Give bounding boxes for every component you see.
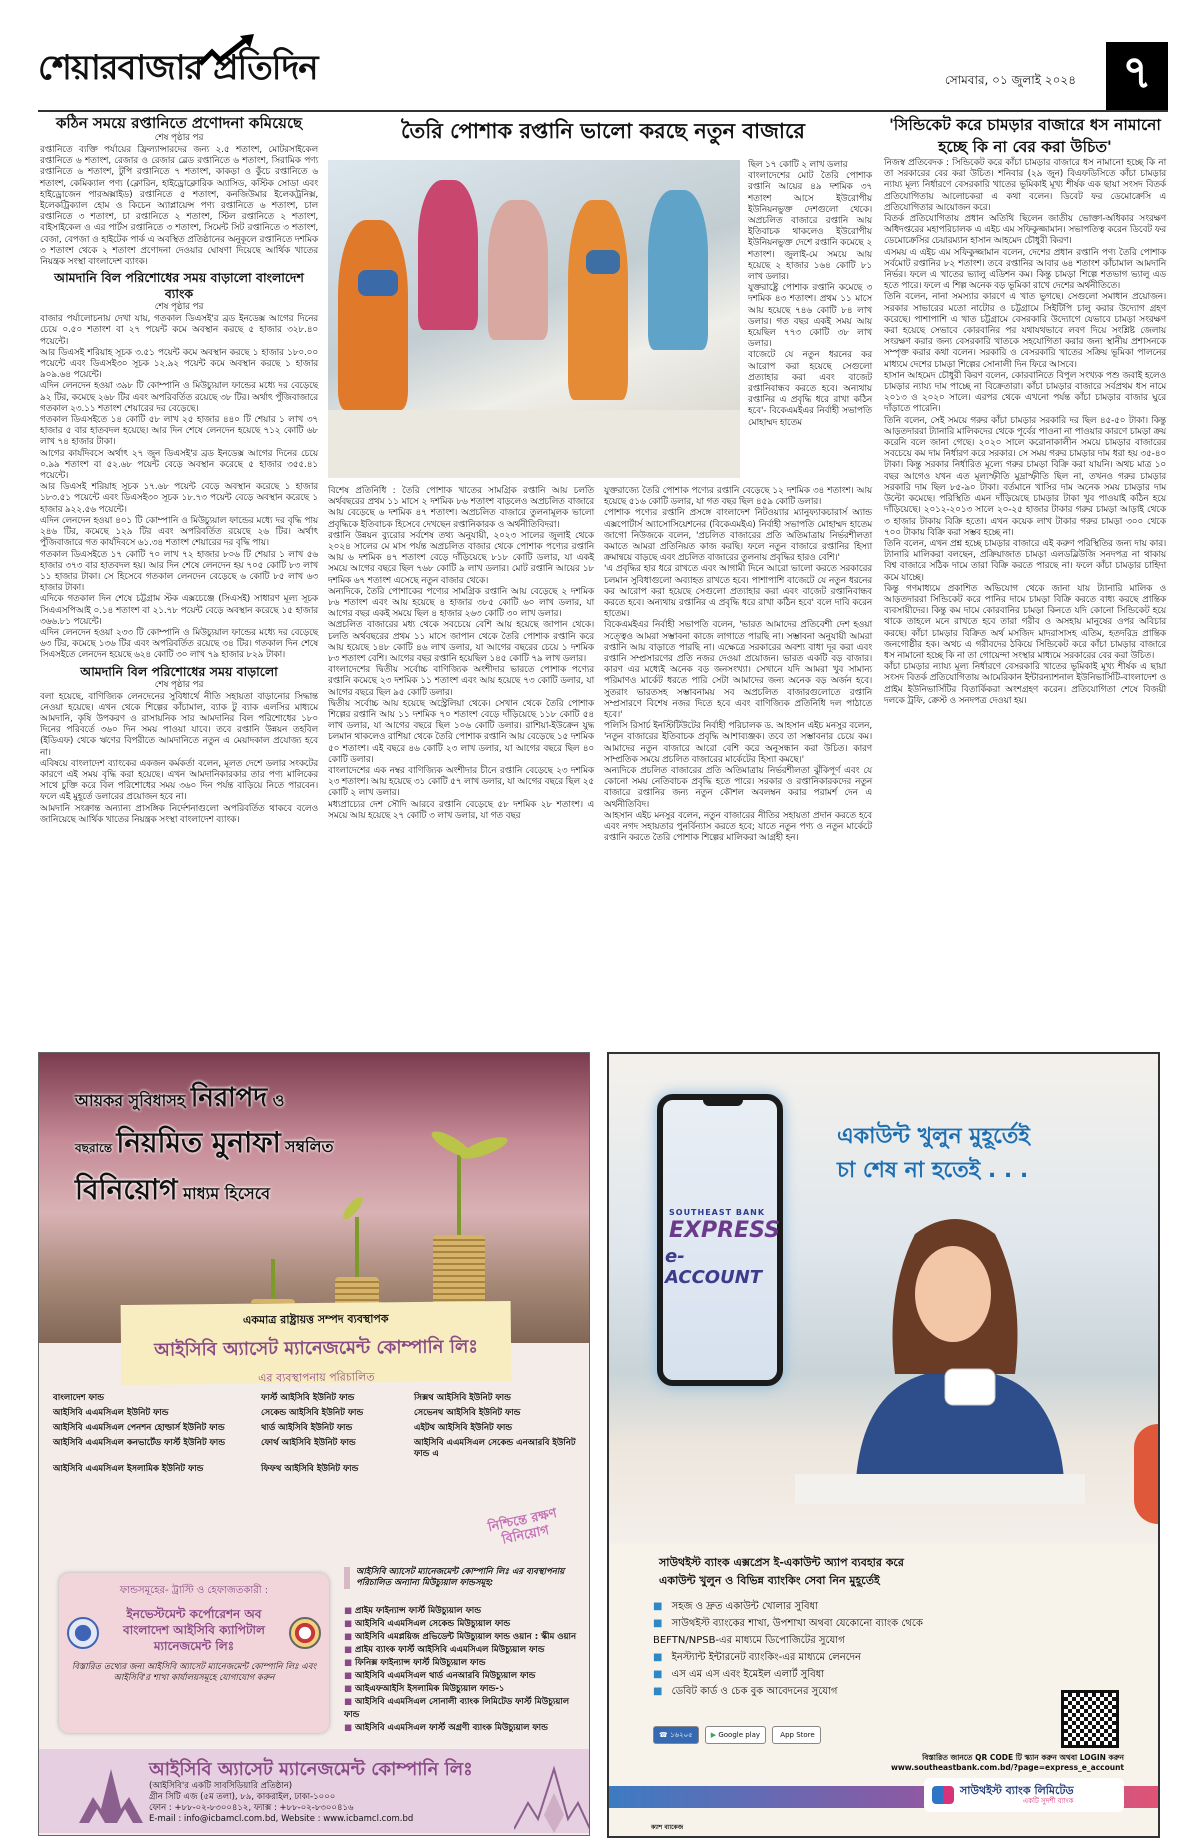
leaf-icon <box>458 1133 510 1163</box>
icb-headline <box>75 1077 334 1215</box>
body-paragraph: তিনি বলেন, সেই সময়ে গরুর কাঁচা চামড়ার সরকারি দর ছিল ৪৫-৫০ টাকা। কিন্তু আড়তদাররা ট্যানারি মালিকদের থেকে পূর্বের পাওনা না পাওয়ার কারণে চামড়া ক্রয় করেনি বলে জানা গেছে। ২০২০ সালে করোনাকালীন সময়ে চামড়ার বাজারের সবচেয়ে কম দাম নির্ধারণ করে সরকার। সে সময় গরুর চামড়ার দাম ধরা হয় ৩৫-৪০ টাকা। কিন্তু সরকার নির্ধারিত মূল্যে গরুর চামড়া বিক্রি করা যায়নি। অথচ মাত্র ১০ বছর আগেও যখন এত মূল্যস্ফীতি মুদ্রাস্ফীতি ছিল না, তখনও গরুর চামড়ার সরকারি দাম ছিল ৮৫-৯০ টাকা। বর্তমানে খাসির দাম অনেক সময় চামড়ার দাম উল্টো কমেছে। পরিস্থিতি এমন দাঁড়িয়েছে চামড়ার টাকা খুব পাওয়াই কঠিন হয়ে দাঁড়িয়েছে। ২০১২-২০১৩ সালে ২০-২৫ হাজার টাকার গরুর চামড়া আড়াই থেকে ৩ হাজার টাকায় বিক্রি হতো। এখন কয়েক লাখ টাকার গরুর চামড়া ৩০০ থেকে ৭০০ টাকায় বিক্রি করা সম্ভব হচ্ছে না। <box>884 415 1166 538</box>
icb-banner <box>121 1301 512 1385</box>
mutual-fund-item: ■ আইএফআইসি ইসলামিক মিউচ্যুয়াল ফান্ড-১ <box>344 1683 584 1696</box>
body-paragraph: তিনি বলেন, এখন প্রশ্ন হচ্ছে চামড়ার বাজারে এই করুণ পরিস্থিতির জন্য দায় কার। ট্যানারি মালিকরা বলছেন, প্রক্রিয়াজাত চামড়া এলডব্লিউজি সনদপত্র না থাকায় বিশ্ব বাজারে সঠিক দামে তারা বিক্রি করতে পারছে না। ফলে কাঁচা চামড়ার চাহিদা কমে যাচ্ছে। <box>884 538 1166 583</box>
article2-paragraph: আর ডিএসই শরিয়াহ সূচক ৩.৫১ পয়েন্ট কমে অবস্থান করছে ১ হাজার ১৮০.০০ পয়েন্টে এবং ডিএসই৩০ সূচক ১২.৯২ পয়েন্ট কমে অবস্থান করছে ১ হাজার ৯০৯.৬৪ পয়েন্টে। <box>40 347 318 381</box>
sb-feature-item: ■ সহজ ও দ্রুত একাউন্ট খোলার সুবিধা <box>653 1598 983 1615</box>
body-paragraph: বিতর্ক প্রতিযোগিতায় প্রধান অতিথি ছিলেন জাতীয় ভোক্তা-অধিকার সংরক্ষণ অধিদপ্তরের মহাপরিচালক এ এইচ এম সফিকুজ্জামান। সভাপতিত্ব করেন ডিবেট ফর ডেমোক্রেসির চেয়ারম্যান হাসান আহমেদ চৌধুরী কিরণ। <box>884 214 1166 247</box>
phone-mockup <box>657 1094 783 1386</box>
fund-item: আইসিবি এএমসিএল ইসলামিক ইউনিট ফান্ড <box>53 1464 204 1474</box>
headline-text: সম্বলিত <box>285 1137 334 1156</box>
body-paragraph: আহসান এইচ মনসুর বলেন, নতুন বাজারের নীতির সহায়তা প্রদান করতে হবে এবং নগদ সহায়তার পুনর্বিন্যাস করতে হবে; যাতে নতুন পণ্য ও নতুন মার্কেটে রপ্তানি করতে তৈরি পোশাক শিল্পের মালিকরা আগ্রহী হন। <box>604 810 872 844</box>
headline-text: ও <box>272 1091 285 1110</box>
trustee-names: ইনভেস্টমেন্ট কর্পোরেশন অব বাংলাদেশ আইসিবি ক্যাপিটাল ম্যানেজমেন্ট লিঃ <box>123 1607 265 1653</box>
qr-code[interactable] <box>1061 1690 1119 1748</box>
fund-item: থার্ড আইসিবি ইউনিট ফান্ড <box>261 1423 353 1433</box>
app-store-badge[interactable] <box>772 1726 821 1744</box>
bank-name: সাউথইস্ট ব্যাংক লিমিটেড <box>960 1784 1074 1797</box>
mountain-decoration-icon <box>514 1763 590 1833</box>
side-paragraph: যুক্তরাষ্ট্রে পোশাক রপ্তানি কমেছে ৩ দশমিক ৪৩ শতাংশ। প্রথম ১১ মাসে আয় হয়েছে ৭৪৬ কোটি ৮৪ লাখ ডলার। গত বছর একই সময় আয় হয়েছিল ৭৭৩ কোটি ৩৮ লাখ ডলার। <box>748 283 872 350</box>
article2-paragraph: এদিকে গতকাল দিন শেষে চট্টগ্রাম স্টক এক্সচেঞ্জে (সিএসই) সাধারণ মূল্য সূচক সিএএসপিআই ০.১৪ শতাংশ বা ২১.৭৮ পয়েন্ট বেড়ে অবস্থান করেছে ১৫ হাজার ৩৬৬.৮১ পয়েন্টে। <box>40 594 318 627</box>
body-paragraph: অপ্রচলিত বাজারের মধ্য থেকে সবচেয়ে বেশি আয় হয়েছে জাপান থেকে। চলতি অর্থবছরের প্রথম ১১ মাসে জাপান থেকে তৈরি পোশাক রপ্তানি করে আয় হয়েছে ১৪৮ কোটি ৪৬ লাখ ডলার, যা আগের বছরের চেয়ে ১ দশমিক ৮৩ শতাংশ বেশি। আগের বছর রপ্তানি হয়েছিল ১৪৫ কোটি ৭৯ লাখ ডলার। <box>328 620 594 665</box>
sb-hero-image <box>609 1054 1158 1544</box>
newspaper-logo: শেয়ারবাজার প্রতিদিন <box>38 48 318 88</box>
sprout-icon <box>355 1217 359 1277</box>
fund-item: সেকেন্ড আইসিবি ইউনিট ফান্ড <box>261 1408 364 1418</box>
body-paragraph: বিকেএমইএর নির্বাহী সভাপতি বলেন, 'ভারত আমাদের প্রতিবেশী দেশ হওয়া সত্ত্বেও আমরা সম্ভাবনা কাজে লাগাতে পারছি না। সম্ভাবনা অনুযায়ী আমরা রপ্তানি আয় বাড়াতে পারছি না। এক্ষেত্রে সরকারের অবশ্য বাধা দূর করা এবং রপ্তানি সম্প্রসারণের প্রতি নজর দেওয়া প্রয়োজন। ভারত একটি বড় বাজার। কারণ এর মধ্যেই অনেক বড় জনসংখ্যা। সেখানে যদি আমরা খুব সামান্য পরিমাণও মার্কেট ধরতে পারি সেটা আমাদের জন্য অনেক বড় অর্জন হবে। সুতরাং ভারতসহ সম্ভাবনাময় সব অপ্রচলিত বাজারগুলোতে রপ্তানি সম্প্রসারণে বিশেষ নজর দিতে হবে এবং বাণিজ্যিক প্রতিনিধি দল পাঠাতে হবে।' <box>604 620 872 721</box>
mutual-fund-item: ■ আইসিবি এএমসিএল ফার্স্ট অগ্রণী ব্যাংক মিউচ্যুয়াল ফান্ড <box>344 1722 584 1735</box>
body-paragraph: এসময় এ এইচ এম সফিকুজ্জামান বলেন, দেশের প্রধান রপ্তানি পণ্য তৈরি পোশাক সর্বমোট রপ্তানির ৮২ শতাংশ। তবে রপ্তানির আবার ৬৪ শতাংশ কাঁচামাল আমদানি নির্ভর। ফলে এ খাতের ভ্যালু এডিশন কম। কিন্তু চামড়া শিল্পে শতভাগ ভ্যালু এড হতে পারে। ফলে এ শিল্প অনেক বড় ভূমিকা রাখে দেশের অর্থনীতিতে। <box>884 247 1166 292</box>
fund-item: আইসিবি এএমসিএল কনভার্টেড ফার্স্ট ইউনিট ফান্ড <box>53 1438 225 1448</box>
sb-headline-line1: একাউন্ট খুলুন মুহূর্তেই <box>837 1124 1030 1149</box>
icb-logo-icon <box>79 1763 143 1823</box>
qr-url-link[interactable]: www.southeastbank.com.bd/?page=express_e_account <box>890 1763 1124 1772</box>
woman-with-tea-photo <box>795 1204 1085 1504</box>
center-side-text <box>748 160 872 429</box>
sb-feature-item: ■ এস এম এস এবং ইমেইল এলার্ট সুবিধা <box>653 1666 983 1683</box>
fund-item: আইসিবি এএমসিএল সেকেন্ড এনআরবি ইউনিট ফান্ড এ <box>414 1438 576 1459</box>
article2-headline: আমদানি বিল পরিশোধের সময় বাড়ালো বাংলাদেশ ব্যাংক <box>54 270 304 302</box>
sb-headline-line2: চা শেষ না হতেই . . . <box>837 1158 1029 1183</box>
article2-paragraph: এদিন লেনদেন হওয়া ৪০১ টি কোম্পানি ও মিউচ্যুয়াল ফান্ডের মধ্যে দর বৃদ্ধি পায় ২৪৬ টির, কমেছে ১২৯ টির এবং অপরিবর্তিত রয়েছে ২৬ টির। অর্থাৎ পুঁজিবাজারে গত কার্যদিবসে ৬১.৩৪ শতাংশ শেয়ারের দর বৃদ্ধি পায়। <box>40 515 318 549</box>
body-paragraph: 'এ প্রবৃদ্ধির হার ধরে রাখতে এবং আগামী দিনে আরো ভালো করতে সরকারের চলমান সুবিধাগুলো অব্যাহত রাখতে হবে। পাশাপাশি বাজেটে যে নতুন ধরনের কর আরোপ করা হয়েছে সেগুলো প্রত্যাহার করা এবং বাজেট রপ্তানিবান্ধব করতে হবে। অন্যথায় রপ্তানির এ প্রবৃদ্ধি ধরে রাখা কঠিন হবে' বলে দাবি করেন হাতেম। <box>604 564 872 620</box>
headline-emphasis: নিরাপদ <box>190 1083 267 1113</box>
headline-emphasis: নিয়মিত মুনাফা <box>116 1126 281 1159</box>
mutual-fund-item: ■ আইসিবি এএমসিএল থার্ড এনআরবি মিউচ্যুয়াল ফান্ড <box>344 1670 584 1683</box>
side-paragraph: বাংলাদেশের মোট তৈরি পোশাক রপ্তানি আয়ের ৪৯ দশমিক ৩৭ শতাংশ আসে ইউরোপীয় ইউনিয়নভুক্ত দেশগুলো থেকে। অপ্রচলিত বাজারে রপ্তানি আয় ইতিবাচক থাকলেও ইউরোপীয় ইউনিয়নভুক্ত দেশে রপ্তানি কমেছে ২ শতাংশ। জুলাই-মে সময়ে আয় হয়েছে ২ হাজার ১৬৪ কোটি ৮১ লাখ ডলার। <box>748 171 872 283</box>
page-number: ৭ <box>1106 42 1168 110</box>
article3-headline: আমদানি বিল পরিশোধের সময় বাড়ালো <box>80 663 278 679</box>
mutual-fund-item: ■ আইসিবি এএমসিএল সোনালী ব্যাংক লিমিটেড ফার্স্ট মিউচ্যুয়াল ফান্ড <box>344 1696 584 1722</box>
body-paragraph: তিনি বলেন, নানা সমস্যার কারণে এ খাত ভুগছে। সেগুলো সমাধান প্রয়োজন। সরকার সাভারের মতো নাটোর ও চট্টগ্রামে সিইটিপি চালু করার উদ্যোগ গ্রহণ করেছে। পাশাপাশি এ খাত চট্টগ্রামে বেসরকারি উদ্যোগে যেভাবে চামড়া সংরক্ষণ করা হয়েছে সেভাবে কোরবানির পর যথাযথভাবে লবণ দিয়ে সংশ্লিষ্ট জেলায় সংরক্ষণ করার জন্য বেসরকারি খাতকে সহযোগিতা করার জন্য স্থানীয় প্রশাসনকে সম্পৃক্ত করার কথা বলেন। সরকারি ও বেসরকারি খাতের সক্রিয় ভূমিকা পালনের মাধ্যমে দেশের চামড়া শিল্পের সোনালী দিন ফিরে আসবে। <box>884 292 1166 370</box>
left-column <box>40 114 318 826</box>
side-paragraph: বাজেটে যে নতুন ধরনের কর আরোপ করা হয়েছে সেগুলো প্রত্যাহার করা এবং বাজেট রপ্তানিবান্ধব করতে হবে। অন্যথায় রপ্তানির এ প্রবৃদ্ধি ধরে রাখা কঠিন হবে'- বিকেএমইএর নির্বাহী সভাপতি মোহাম্মদ হাতেম <box>748 350 872 428</box>
sb-feature-item: ■ ডেবিট কার্ড ও চেক বুক আবেদনের সুযোগ <box>653 1683 983 1700</box>
center-column-b <box>604 486 872 845</box>
mutual-fund-list <box>344 1605 584 1735</box>
body-paragraph: বাংলাদেশের এক নম্বর বাণিজ্যিক অংশীদার চীনে রপ্তানি বেড়েছে ২৩ দশমিক ২৩ শতাংশ। আয় হয়েছে ৩১ কোটি ৫৭ লাখ ডলার, যা আগের বছরে ছিল ২৫ কোটি ২ লাখ ডলার। <box>328 766 594 799</box>
side-paragraph: ছিল ১৭ কোটি ২ লাখ ডলার <box>748 160 848 170</box>
banner-company: আইসিবি অ্যাসেট ম্যানেজমেন্ট কোম্পানি লিঃ <box>154 1336 479 1361</box>
icb-hero-image <box>39 1053 589 1343</box>
article1-continued: শেষ পৃষ্ঠার পর <box>154 133 204 143</box>
article2-paragraph: গতকাল ডিএসইতে ১৪ কোটি ৫৮ লাখ ২৫ হাজার ৪৪০ টি শেয়ার ১ লাখ ৩৭ হাজার ৫ বার হাতবদল হয়েছে। আর দিন শেষে লেনদেন হয়েছে ৭১২ কোটি ৬৮ লাখ ৭৪ হাজার টাকা। <box>40 415 318 448</box>
mutual-fund-item: ■ আইসিবি এএমসিএল সেকেন্ড মিউচ্যুয়াল ফান্ড <box>344 1618 584 1631</box>
sb-feature-list <box>653 1598 983 1700</box>
article3-paragraph: এবিষয়ে বাংলাদেশ ব্যাংকের একজন কর্মকর্তা বলেন, মূলত দেশে ডলার সংকটের কারণে এই সময় বৃদ্ধি করা হয়েছে। এখন আমদানিকারকার তার পণ্য মালিকের সাথে চুক্তি করে বিল পরিশোধের সময় ৩৬০ দিন পর্যন্ত বাড়িয়ে নিতে পারবেন। ফলে এই মুহূর্তে ডলারের প্রয়োজন হবে না। <box>40 758 318 803</box>
body-paragraph: কাঁচা চামড়ার ন্যায্য মূল্য নির্ধারণে বেসরকারি খাতের ভূমিকাই মূখ্য শীর্ষক এ ছায়া সংসদ বিতর্ক প্রতিযোগিতায় আমেরিকান ইন্টারন্যাশনাল ইউনিভার্সিটি-বাংলাদেশ ও প্রাইম ইউনিভার্সিটির বিতার্কিকরা অংশগ্রহণ করেন। প্রতিযোগিতা শেষে বিজয়ী দলকে ট্রফি, ক্রেস্ট ও সনদপত্র দেওয়া হয়। <box>884 662 1166 706</box>
fund-item: সিক্সথ আইসিবি ইউনিট ফান্ড <box>414 1393 511 1403</box>
sb-feature-item: ■ সাউথইস্ট ব্যাংকের শাখা, উপশাখা অথবা যেকোনো ব্যাংক থেকে BEFTN/NPSB-এর মাধ্যমে ডিপোজিটের সুযোগ <box>653 1615 983 1649</box>
fund-item: বাংলাদেশ ফান্ড <box>53 1393 104 1403</box>
google-play-label: Google play <box>718 1731 761 1739</box>
mutual-fund-item: ■ ফিনিক্স ফাইন্যান্স ফার্স্ট মিউচ্যুয়াল ফান্ড <box>344 1657 584 1670</box>
app-badges <box>653 1726 821 1744</box>
right-headline: 'সিন্ডিকেট করে চামড়ার বাজারে ধস নামানো হচ্ছে কি না বের করা উচিত' <box>889 115 1161 156</box>
body-paragraph: পোশাক পণ্যের রপ্তানি প্রসঙ্গে বাংলাদেশ নিটওয়্যার ম্যানুফ্যাকচারার্স অ্যান্ড এক্সপোর্টার্স অ্যাসোসিয়েশনের (বিকেএমইএ) নির্বাহী সভাপতি মোহাম্মদ হাতেম জাগো নিউজকে বলেন, 'প্রচলিত বাজারের প্রতি অতিমাত্রায় নির্ভরশীলতা কমাতে আমরা প্রতিনিয়ত কাজ করছি। ফলে নতুন বাজারে রপ্তানির হিস্যা ক্রমান্বয়ে বাড়ছে এবং প্রচলিত বাজারের তুলনায় প্রবৃদ্ধির হারও বেশি।' <box>604 508 872 564</box>
icb-emblem-icon <box>67 1617 99 1649</box>
body-paragraph: কিন্তু গণমাধ্যমে প্রকাশিত অভিযোগ থেকে জানা যায় ট্যানারি মালিক ও আড়তদাররা সিন্ডিকেট করে পানির দামে চামড়া বিক্রি করতে বাধ্য করছে প্রান্তিক ব্যবসায়ীদের। কিন্তু কম দামে কোরবানির চামড়া কিনতে যদি কোনো সিন্ডিকেট হয়ে থাকে তাহলে মনে রাখতে হবে তারা গরীব ও অসহায় মানুষের ওপর অবিচার করছে। কাঁচা চামড়ার বিক্রিত অর্থ মসজিদ মাদরাসাসহ এতিম, হতদরিদ্র প্রান্তিক জনগোষ্ঠীর হক। অথচ এ গরীবদের ঠকিয়ে সিন্ডিকেট করে কাঁচা চামড়ার বাজারে ধস নামানো হচ্ছে কি না তা গোয়েন্দা সংস্থার মাধ্যমে সরকারের বের করা উচিত। <box>884 583 1166 661</box>
sb-feature-item: ■ ইনস্ট্যান্ট ইন্টারনেট ব্যাংকিং-এর মাধ্যমে লেনদেন <box>653 1649 983 1666</box>
icb-advertisement[interactable] <box>38 1052 590 1836</box>
icb-contact <box>149 1781 413 1825</box>
banner-bottom: এর ব্যবস্থাপনায় পরিচালিত <box>258 1370 375 1385</box>
sb-body-line2: একাউন্ট খুলুন ও বিভিন্ন ব্যাংকিং সেবা নিন মুহূর্তেই <box>659 1574 880 1587</box>
google-play-badge[interactable] <box>705 1726 766 1744</box>
fund-item: ফার্স্ট আইসিবি ইউনিট ফান্ড <box>261 1393 355 1403</box>
trustee-title: ফান্ডসমূহের- ট্রাস্টি ও হেফাজতকারী : <box>119 1585 269 1596</box>
trustee-note: বিস্তারিত তথ্যের জন্য আইসিবি অ্যাসেট ম্যানেজমেন্ট কোম্পানি লিঃ এবং আইসিবি'র শাখা কার্যালয়সমূহে যোগাযোগ করুন <box>71 1662 317 1683</box>
body-paragraph: অন্যদিকে প্রচলিত বাজারের প্রতি অতিমাত্রায় নির্ভরশীলতা ঝুঁকিপূর্ণ এবং যে কোনো সময় নেতিবাচক প্রবৃদ্ধি হতে পারে। সরকার ও রপ্তানিকারকদের নতুন বাজারে রপ্তানির জন্য নতুন কৌশল অবলম্বন করার পরামর্শ দেন এ অর্থনীতিবিদ। <box>604 766 872 810</box>
article1-headline: কঠিন সময়ে রপ্তানিতে প্রণোদনা কমিয়েছে <box>55 114 303 132</box>
article2-continued: শেষ পৃষ্ঠার পর <box>154 302 204 313</box>
icb-footer <box>39 1749 589 1833</box>
right-column <box>884 114 1166 707</box>
body-paragraph: পলিসি রিসার্চ ইনস্টিটিউটের নির্বাহী পরিচালক ড. আহসান এইচ মনসুর বলেন, 'নতুন বাজারের ইতিবাচক প্রবৃদ্ধি আশাব্যঞ্জক। তবে তা সম্ভাবনার চেয়ে কম। আমাদের নতুন বাজারে আরো বেশি করে অনুসন্ধান করা উচিত। কারণ সাম্প্রতিক সময়ে প্রচলিত বাজারের মার্কেটের হিস্যা কমছে।' <box>604 721 872 765</box>
masthead <box>38 38 1168 110</box>
body-paragraph: রপ্তানি উন্নয়ন ব্যুরোর সর্বশেষ তথ্য অনুযায়ী, ২০২৩ সালের জুলাই থেকে ২০২৪ সালের মে মাস পর্যন্ত অপ্রচলিত বাজার থেকে পোশাক পণ্যের রপ্তানি আয় ৬ দশমিক ৪৭ শতাংশ বেড়ে দাঁড়িয়েছে ৮১৮ কোটি ডলার, যা একই সময়ে আগের বছরে ছিল ৭৬৮ কোটি ৯ লাখ ডলার। মোট রপ্তানি আয়ের ১৮ দশমিক ৬৭ শতাংশ এসেছে নতুন বাজার থেকে। <box>328 530 594 586</box>
icb-tagline: নিশ্চিন্তে রক্ষণ বিনিয়োগ <box>486 1506 559 1548</box>
mutual-funds-title: আইসিবি অ্যাসেট ম্যানেজমেন্ট কোম্পানি লিঃ এর ব্যবস্থাপনায় পরিচালিত অন্যান্য মিউচ্যুয়াল ফান্ডসমূহ: <box>344 1567 580 1589</box>
headline-text: মাধ্যম হিসেবে <box>183 1184 271 1203</box>
body-paragraph: যুক্তরাজ্যে তৈরি পোশাক পণ্যের রপ্তানি বেড়েছে ১২ দশমিক ৩৪ শতাংশ। আয় হয়েছে ৫১৬ কোটি ডলার, যা গত বছর ছিল ৪৫৯ কোটি ডলার। <box>604 486 872 508</box>
hotline-badge[interactable]: ☎ ১৬২০৫ <box>653 1726 699 1744</box>
article2-paragraph: বাজার পর্যালোচনায় দেখা যায়, গতকাল ডিএসই'র ব্রড ইনডেক্স আগের দিনের চেয়ে ০.৫০ শতাংশ বা ২৭ পয়েন্ট কমে অবস্থান করছে ৫ হাজার ৩২৮.৪০ পয়েন্টে। <box>40 314 318 347</box>
fund-item: সেভেনথ আইসিবি ইউনিট ফান্ড <box>414 1408 521 1418</box>
southeast-bank-logo <box>924 1778 1124 1812</box>
qr-instructions <box>834 1753 1124 1773</box>
app-store-label: App Store <box>780 1731 815 1739</box>
body-paragraph: হাসান আহমেদ চৌধুরী কিরণ বলেন, কোরবানিতে বিপুল সংখ্যক পশু জবাই হলেও চামড়ার ন্যায্য দাম পাচ্ছে না বিক্রেতারা। কাঁচা চামড়ার বাজারে সর্বপ্রথম ধস নামে ২০১৩ ও ২০২০ সালে। এরপর থেকে এখনো পর্যন্ত কাঁচা চামড়ার বাজার ঘুরে দাঁড়াতে পারেনি। <box>884 370 1166 415</box>
article3-paragraph: আমদানি সংক্রান্ত অন্যান্য প্রাসঙ্গিক নির্দেশনাগুলো অপরিবর্তিত থাকবে বলেও জানিয়েছে আর্থিক খাতের নিয়ন্ত্রক সংস্থা বাংলাদেশ ব্যাংক। <box>40 803 318 825</box>
headline-text: বছরান্তে <box>75 1141 113 1155</box>
sb-headline <box>837 1120 1030 1188</box>
fine-print: ক্যাশ ব্যাকেজ <box>651 1824 684 1831</box>
banner-top: একমাত্র রাষ্ট্রায়ত্ত সম্পদ ব্যবস্থাপক <box>242 1312 389 1327</box>
body-paragraph: নিজস্ব প্রতিবেদক : সিন্ডিকেট করে কাঁচা চামড়ার বাজারে ধস নামানো হচ্ছে কি না তা সরকারের বের করা উচিত। শনিবার (২৯ জুন) বিএফডিসিতে কাঁচা চামড়ার ন্যায্য মূল্য নির্ধারণে বেসরকারি খাতের ভূমিকাই মূখ্য শীর্ষক এক ছায়া সংসদ বিতর্ক প্রতিযোগিতায় আলোচকরা এ কথা বলেন। ডিবেট ফর ডেমোক্রেসি এ প্রতিযোগিতার আয়োজন করে। <box>884 158 1166 213</box>
fund-list <box>53 1393 583 1475</box>
mutual-fund-item: ■ আইসিবি এমপ্লয়িজ প্রভিডেন্ট মিউচ্যুয়াল ফান্ড ওয়ান : স্কীম ওয়ান <box>344 1631 584 1644</box>
center-column-a <box>328 486 594 822</box>
body-paragraph: দ্বিতীয় সর্বোচ্চ আয় হয়েছে অস্ট্রেলিয়া থেকে। সেখান থেকে তৈরি পোশাক শিল্পের রপ্তানি আয় ১১ দশমিক ৭০ শতাংশ বেড়ে দাঁড়িয়েছে ১১৮ কোটি ৫৪ লাখ ডলার, যা আগের বছরে ছিল ১০৬ কোটি ডলার। রাশিয়া-ইউক্রেন যুদ্ধ চলমান থাকলেও রাশিয়া থেকে তৈরি পোশাক রপ্তানি আয় বেড়েছে ১৫ দশমিক ৫০ শতাংশ। এই বছরে ৪৬ কোটি ২৩ লাখ ডলার, যা আগের বছরে ছিল ৪০ কোটি ডলার। <box>328 698 594 765</box>
play-icon: ▶ <box>710 1731 717 1739</box>
article2-paragraph: এদিন লেনদেন হওয়া ২৩৩ টি কোম্পানি ও মিউচ্যুয়াল ফান্ডের মধ্যে দর বেড়েছে ৬৩ টির, কমেছে ১৩৬ টির এবং অপরিবর্তিত রয়েছে ৩৪ টির। গতকাল দিন শেষে সিএসইতে লেনদেন হয়েছে ৬২৪ কোটি ৩০ লাখ ৭৯ হাজার ৮২৯ টাকা। <box>40 627 318 661</box>
icb-phone: ফোন : +৮৮-০২-৮৩০০৪১২, ফ্যাক্স : +৮৮-০২-৮৩০০৪১৬ <box>149 1803 354 1813</box>
fund-item: ফোর্থ আইসিবি ইউনিট ফান্ড <box>261 1438 356 1448</box>
fund-item: আইসিবি এএমসিএল ইউনিট ফান্ড <box>53 1408 169 1418</box>
icml-emblem-icon <box>289 1617 321 1649</box>
mutual-fund-item: ■ প্রাইম ব্যাংক ফার্স্ট আইসিবি এএমসিএল মিউচ্যুয়াল ফান্ড <box>344 1644 584 1657</box>
lead-headline: তৈরি পোশাক রপ্তানি ভালো করছে নতুন বাজারে <box>401 118 805 143</box>
bank-tagline: একটি সুদর্শী ব্যাংক <box>1022 1797 1074 1805</box>
article2-paragraph: আগের কার্যদিবসে অর্থাৎ ২৭ জুন ডিএসই'র ব্রড ইনডেক্স আগের দিনের চেয়ে ০.৯৯ শতাংশ বা ৫২.৬৮ পয়েন্ট বেড়ে অবস্থান করেছে ৫ হাজার ৩৫৫.৪১ পয়েন্টে। <box>40 448 318 482</box>
sprout-icon <box>271 1259 275 1299</box>
dateline: সোমবার, ০১ জুলাই ২০২৪ <box>944 73 1076 87</box>
trustee-box <box>59 1573 329 1733</box>
article3-continued: শেষ পৃষ্ঠার পর <box>154 679 204 690</box>
fund-item: এইটথ আইসিবি ইউনিট ফান্ড <box>414 1423 513 1433</box>
sb-body-line1: সাউথইস্ট ব্যাংক এক্সপ্রেস ই-একাউন্ট অ্যাপ ব্যবহার করে <box>659 1556 904 1569</box>
masthead-rule <box>38 110 1168 112</box>
sb-body-text <box>659 1554 904 1590</box>
icb-address: গ্রীন সিটি এজ (৫ম তলা), ৮৯, কাকরাইল, ঢাকা-১০০০ <box>149 1792 336 1802</box>
article2-paragraph: গতকাল ডিএসইতে ১৭ কোটি ৭০ লাখ ৭২ হাজার ৮০৬ টি শেয়ার ১ লাখ ৫৬ হাজার ৩৭৩ বার হাতবদল হয়। আর দিন শেষে লেনদেন হয় ৭০৫ কোটি ৮৩ লাখ ১১ হাজার টাকা। সে হিসেবে গতকাল লেনদেন বেড়েছে ৬ কোটি ৮৫ লাখ ৬৩ হাজার টাকা। <box>40 549 318 594</box>
phone-express: EXPRESS <box>669 1218 780 1243</box>
garment-workers-photo <box>328 160 740 478</box>
hotline-number: ১৬২০৫ <box>669 1731 693 1739</box>
phone-eaccount: e-ACCOUNT <box>665 1246 763 1288</box>
icb-company-name: আইসিবি অ্যাসেট ম্যানেজমেন্ট কোম্পানি লিঃ <box>149 1759 473 1780</box>
icb-subsidiary: (আইসিবি'র একটি সাবসিডিয়ারি প্রতিষ্ঠান) <box>149 1781 293 1791</box>
body-paragraph: অন্যদিকে, তৈরি পোশাকের পণ্যের সামগ্রিক রপ্তানি আয় বেড়েছে ২ দশমিক ৮৬ শতাংশ এবং আয় হয়েছে ৪ হাজার ৩৮৫ কোটি ৬০ লাখ ডলার, যা আগের বছর একই সময়ে ছিল ৪ হাজার ২৬৩ কোটি ৩০ লাখ ডলার। <box>328 586 594 620</box>
fund-item: আইসিবি এএমসিএল পেনশন হোল্ডার্স ইউনিট ফান্ড <box>53 1423 225 1433</box>
fund-item: ফিফথ আইসিবি ইউনিট ফান্ড <box>261 1464 359 1474</box>
phone-brand: SOUTHEAST BANK <box>669 1208 766 1217</box>
body-paragraph: বিশেষ প্রতিনিধি : তৈরি পোশাক খাতের সামগ্রিক রপ্তানি আয় চলতি অর্থবছরের প্রথম ১১ মাসে ২ দশমিক ৮৬ শতাংশ বাড়লেও অপ্রচলিত বাজারে আয় বেড়েছে ৬ দশমিক ৪৭ শতাংশ। অপ্রচলিত বাজারে তুলনামূলক ভালো প্রবৃদ্ধিকে ইতিবাচক হিসেবে দেখছেন রপ্তানিকারক ও অর্থনীতিবিদরা। <box>328 486 594 530</box>
body-paragraph: মধ্যপ্রাচ্যের দেশ সৌদি আরবে রপ্তানি বেড়েছে ৫৮ দশমিক ২৮ শতাংশ। এ সময়ে আয় হয়েছে ২৭ কোটি ৩ লাখ ডলার, যা গত বছর <box>328 799 594 821</box>
article2-paragraph: আর ডিএসই শরিয়াহ সূচক ১৭.৬৮ পয়েন্ট বেড়ে অবস্থান করেছে ১ হাজার ১৮৩.৫১ পয়েন্টে এবং ডিএসই৩০ সূচক ১৮.৭৩ পয়েন্ট বেড়ে অবস্থান করেছে ১ হাজার ৯২২.৫৬ পয়েন্টে। <box>40 482 318 515</box>
article3-paragraph: বলা হয়েছে, বাণিজ্যিক লেনদেনের সুবিধার্থে নীতি সহায়তা বাড়ানোর সিদ্ধান্ত নেওয়া হয়েছে। এখন থেকে শিল্পের কাঁচামাল, ব্যাক টু ব্যাক এলসির মাধ্যমে আমদানি, কৃষি উপকরণ ও রাসায়নিক সার আমদানির বিল পরিশোধের ১৮০ দিনের পরিবর্তে ৩৬০ দিন সময় পাওয়া যাবে। তবে রপ্তানি উন্নয়ন তহবিল (ইডিএফ) থেকে ঋণের বিপরীতে আমদানিতে নতুন এ মেয়াদকাল প্রযোজ্য হবে না। <box>40 691 318 758</box>
article1-paragraph: রপ্তানিতে ব্যক্তি পর্যায়ের ফ্রিল্যান্সারদের জন্য ২.৫ শতাংশ, মোটরসাইকেল রপ্তানিতে ৬ শতাংশ, রেজার ও রেজার ব্লেড রপ্তানিতে ৬ শতাংশ, সিরামিক পণ্য রপ্তানিতে ৬ শতাংশ, টুপি রপ্তানিতে ৭ শতাংশ, কাকড়া ও কুঁচে রপ্তানিতে ৬ শতাংশ, কেমিক্যাল পণ্য (ক্লোরিন, হাইড্রোক্লোরিক অ্যাসিড, কস্টিক সোডা এবং হাইড্রোজেন পারঅক্সাইড) রপ্তানিতে ৫ শতাংশ, কনজিউমার ইলেকট্রনিক্স, ইলেকট্রিক্যাল হোম ও কিচেন অ্যাপ্লায়েন্স পণ্য রপ্তানিতে ৬ শতাংশ, চাল রপ্তানিতে ৩ শতাংশ, চা রপ্তানিতে ২ শতাংশ, স্টিল রপ্তানিতে ২ শতাংশ, বাইসাইকেল ও এর পার্টস রপ্তানিতে ৩ শতাংশ, সিমেন্ট সিট রপ্তানিতে ৩ শতাংশ, বেজা, বেপজা ও হাইটেক পার্ক এ অবস্থিত প্রতিষ্ঠানের অনুকূলে রপ্তানিতে দশমিক ৩ শতাংশ থেকে ২ শতাংশ প্রণোদনা দেওয়ার ঘোষণা দিয়েছে আর্থিক খাতের নিয়ন্ত্রক সংস্থা বাংলাদেশ ব্যাংক। <box>40 145 318 268</box>
headline-text: আয়কর সুবিধাসহ <box>75 1091 186 1110</box>
leaf-icon <box>340 1194 366 1222</box>
trend-arrow-icon <box>198 34 258 74</box>
body-paragraph: বাংলাদেশের দ্বিতীয় সর্বোচ্চ বাণিজ্যিক অংশীদার ভারতে পোশাক পণ্যের রপ্তানি কমেছে ২৩ দশমিক ১১ শতাংশ এবং আয় হয়েছে ৭৩ কোটি ডলার, যা আগের বছরে ছিল ৯৫ কোটি ডলার। <box>328 665 594 698</box>
headline-emphasis: বিনিয়োগ <box>75 1173 178 1206</box>
qr-instruction-text: বিস্তারিত জানতে QR CODE টি স্ক্যান করুন অথবা LOGIN করুন <box>922 1753 1124 1762</box>
sprout-icon <box>457 1145 461 1235</box>
mutual-fund-item: ■ প্রাইম ফাইন্যান্স ফার্স্ট মিউচ্যুয়াল ফান্ড <box>344 1605 584 1618</box>
southeast-bank-advertisement[interactable] <box>607 1052 1160 1838</box>
icb-email-website[interactable]: E-mail : info@icbamcl.com.bd, Website : www.icbamcl.com.bd <box>149 1814 414 1824</box>
article2-paragraph: এদিন লেনদেন হওয়া ৩৯৮ টি কোম্পানি ও মিউচ্যুয়াল ফান্ডের মধ্যে দর বেড়েছে ৯২ টির, কমেছে ২৬৮ টির এবং অপরিবর্তিত রয়েছে ৩৮ টির। অর্থাৎ পুঁজিবাজারে গতকাল ২৩.১১ শতাংশ শেয়ারের দর বেড়েছে। <box>40 381 318 414</box>
sb-logo-icon <box>932 1786 954 1804</box>
